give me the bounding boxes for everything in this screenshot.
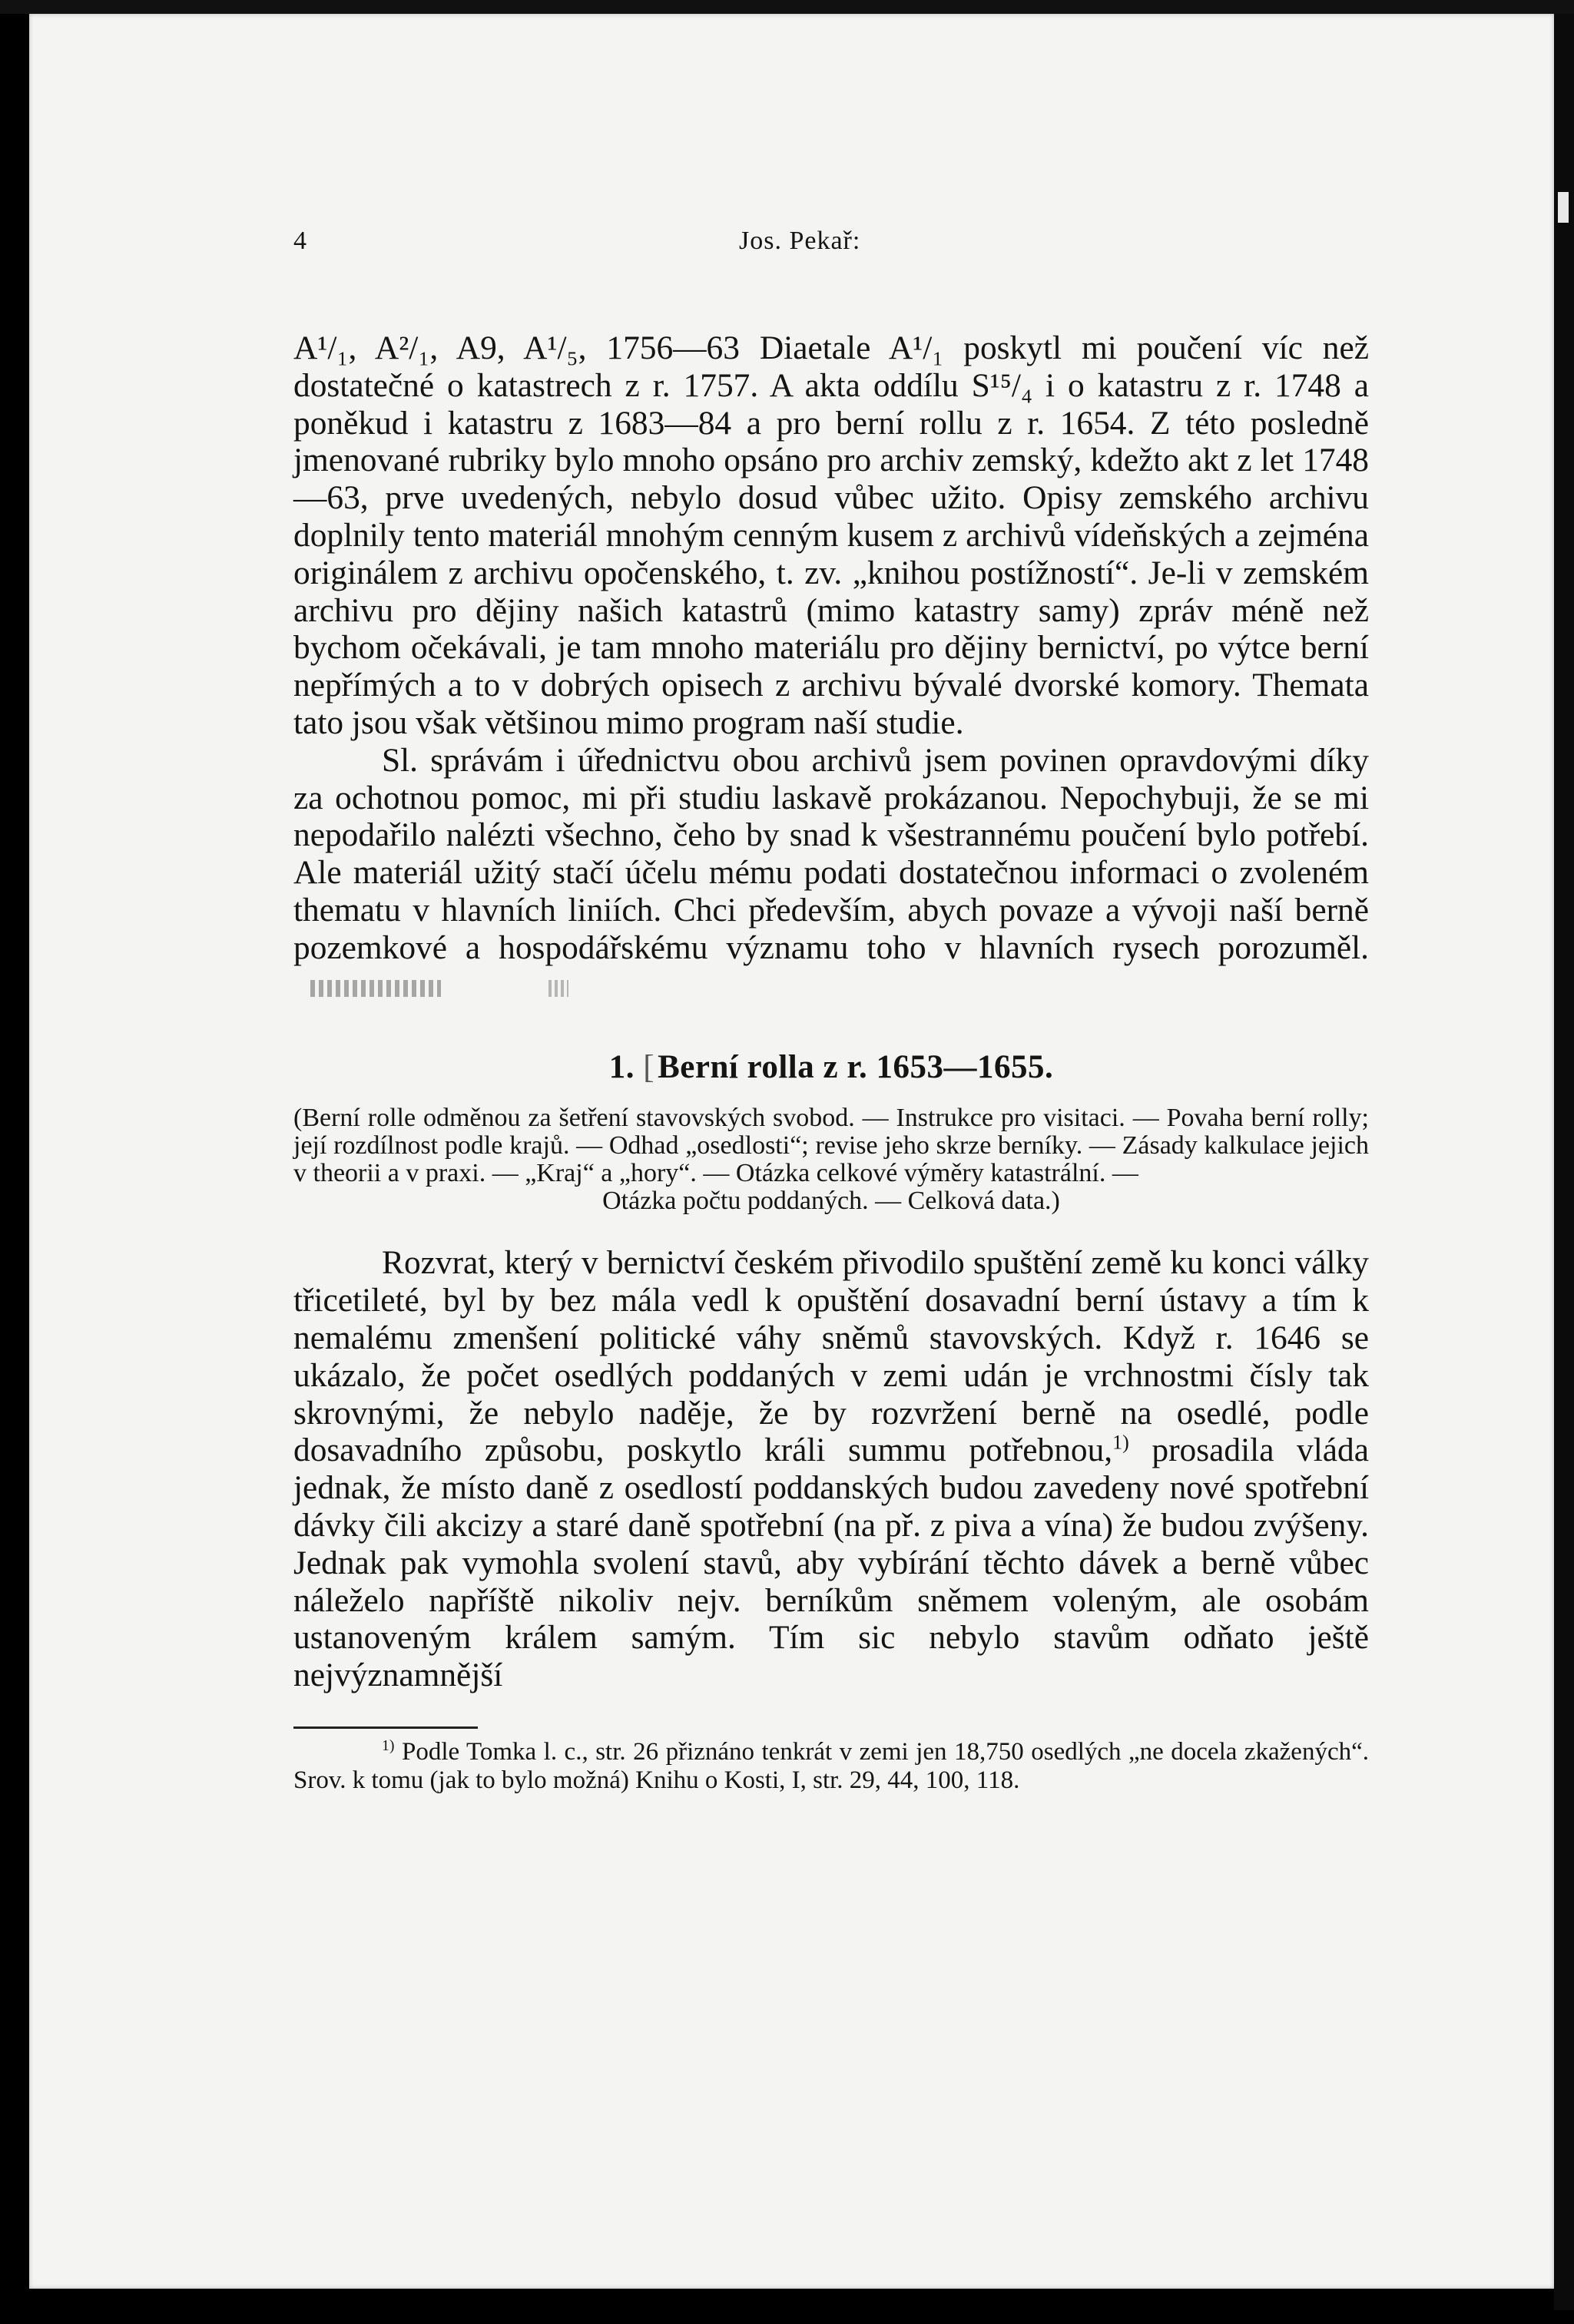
body-text-after-note: prosadila vláda jednak, že místo daně z osedlostí poddanských budou zavedeny nové spotřební dávky čili akcizy a staré daně spotřební (na př. z piva a vína) že budou zvýšeny. Jednak pak vymohla svolení stavů, aby vybírání těchto dávek a berně vůbec náleželo napříště nikoliv nejv. berníkům sněmem voleným, ale osobám ustanoveným králem samým. Tím sic nebylo stavům odňato ještě nejvýznamnější: [293, 1432, 1369, 1694]
section-title: Berní rolla z r. 1653—1655.: [658, 1049, 1054, 1086]
footnote-body: [293, 1738, 1369, 1795]
running-title: Jos. Pekař:: [739, 227, 861, 255]
section-summary-text: (Berní rolle odměnou za šetření stavovských svobod. — Instrukce pro visitaci. — Povaha berní rolly; její rozdílnost podle krajů. — Odhad „osedlosti“; revise jeho skrze berníky. — Zásady kalkulace jejich v theorii a v praxi. — „Kraj“ a „hory“. — Otázka celkové výměry katastrální. —: [293, 1104, 1369, 1188]
ink-smudge-small: [548, 980, 568, 997]
footnote: [293, 1738, 1369, 1795]
page-content: [293, 227, 1369, 1795]
section-number: 1.: [608, 1049, 635, 1086]
scan-border-right: [1554, 14, 1574, 2310]
thanks-paragraph: [293, 742, 1369, 1005]
ink-smudge: [310, 980, 441, 997]
footnote-separator: [293, 1726, 478, 1729]
section-heading: [293, 1048, 1369, 1086]
bracket-mark: [: [643, 1049, 655, 1086]
scan-border-top: [0, 0, 1574, 14]
footnote-mark: 1): [382, 1736, 395, 1754]
body-paragraph: [293, 1244, 1369, 1694]
running-header: [293, 227, 1369, 273]
section-summary: [293, 1104, 1369, 1215]
intro-paragraph-text: poskytl mi poučení víc než dostatečné o katastrech z r. 1757. A akta oddílu S¹⁵/₄ i o katastru z r. 1748 a poněkud i katastru z 1683—84 a pro berní rollu z r. 1654. Z této posledně jmenované rubriky bylo mnoho opsáno pro archiv zemský, kdežto akt z let 1748—63, prve uvedených, nebylo dosud vůbec užito. Opisy zemského archivu doplnily tento materiál mnohým cenným kusem z archivů vídeňských a zejména originálem z archivu opočenského, t. zv. „knihou postížností“. Je-li v zemském archivu pro dějiny našich katastrů (mimo katastry samy) zpráv méně než bychom očekávali, je tam mnoho materiálu pro dějiny bernictví, po výtce berní nepřímých a to v dobrých opisech z archivu bývalé dvorské komory. Themata tato jsou však většinou mimo program naší studie.: [293, 329, 1369, 741]
intro-paragraph: [293, 329, 1369, 742]
section-summary-last-line: Otázka počtu poddaných. — Celková data.): [602, 1187, 1060, 1216]
footnote-text: Podle Tomka l. c., str. 26 přiznáno tenkrát v zemi jen 18,750 osedlých „ne docela zkažených“. Srov. k tomu (jak to bylo možná) Knihu o Kosti, I, str. 29, 44, 100, 118.: [293, 1737, 1369, 1794]
page-edge-mark: [1558, 192, 1569, 223]
page-number: 4: [293, 227, 307, 255]
footnote-reference: 1): [1112, 1431, 1129, 1454]
archive-references: A¹/₁, A²/₁, A9, A¹/₅, 1756—63 Diaetale A¹/₁: [293, 329, 944, 366]
thanks-paragraph-text: Sl. správám i úřednictvu obou archivů jsem povinen opravdovými díky za ochotnou pomoc, mi při studiu laskavě prokázanou. Nepochybuji, že se mi nepodařilo nalézti všechno, čeho by snad k všestrannému poučení bylo potřebí. Ale materiál užitý stačí účelu mému podati dostatečnou informaci o zvoleném thematu v hlavních liniích. Chci především, abych povaze a vývoji naší berně pozemkové a hospodářskému významu toho v hlavních rysech porozuměl.: [293, 741, 1369, 966]
body-text-before-note: Rozvrat, který v bernictví českém přivodilo spuštění země ku konci války třicetileté, byl by bez mála vedl k opuštění dosavadní berní ústavy a tím k nemalému zmenšení politické váhy sněmů stavovských. Když r. 1646 se ukázalo, že počet osedlých poddaných v zemi udán je vrchnostmi čísly tak skrovnými, že nebylo naděje, že by rozvržení berně na osedlé, podle dosavadního způsobu, poskytlo králi summu potřebnou,: [293, 1244, 1369, 1469]
